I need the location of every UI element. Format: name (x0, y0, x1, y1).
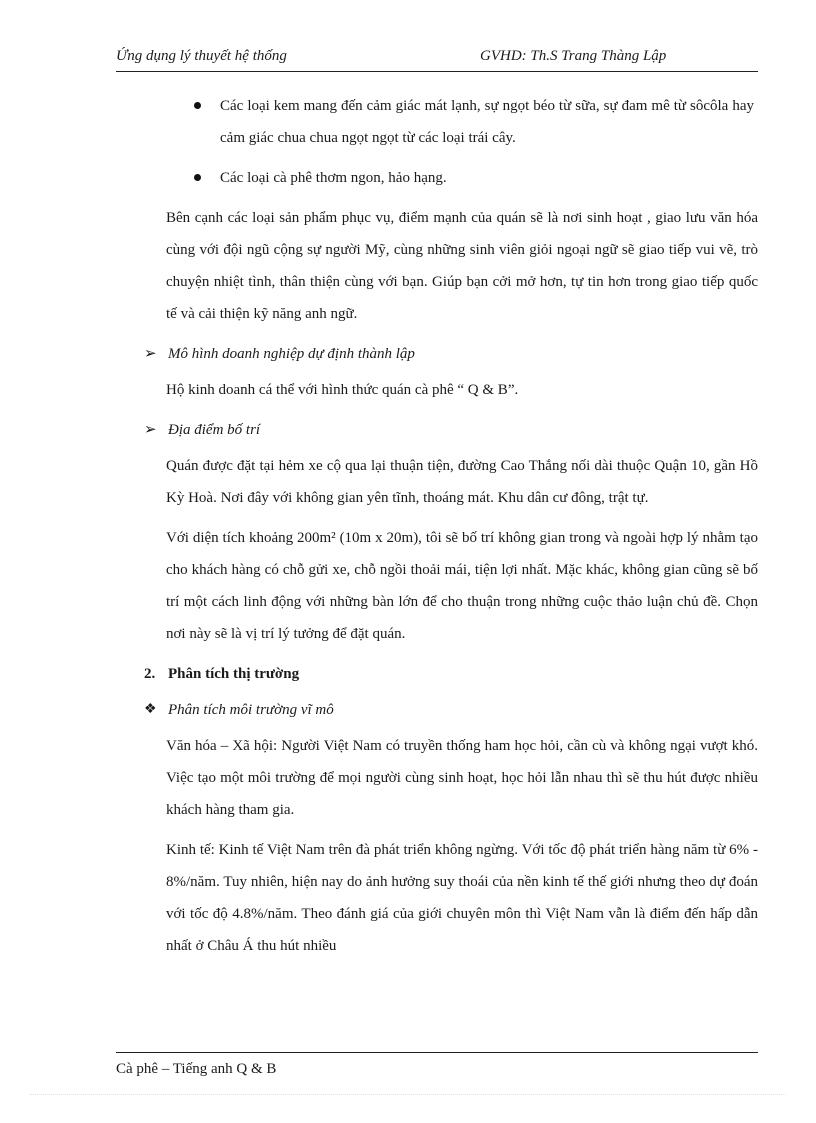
subheading-text: Phân tích môi trường vĩ mô (168, 702, 334, 718)
list-item-text: Các loại kem mang đến cảm giác mát lạnh, sự ngọt béo từ sữa, sự đam mê từ sôcôla hay cảm giác chua chua ngọt ngọt từ các loại trái cây. (220, 98, 754, 146)
arrow-bullet-icon: ➢ (144, 422, 157, 438)
subheading-business-model (116, 338, 758, 370)
subheading-text: Mô hình doanh nghiệp dự định thành lập (168, 346, 415, 362)
page-bottom-divider (30, 1094, 786, 1095)
header-document-title: Ứng dụng lý thuyết hệ thống (116, 48, 287, 64)
section-title: Phân tích thị trường (168, 666, 300, 682)
page-header (116, 48, 758, 72)
header-advisor: GVHD: Th.S Trang Thàng Lập (480, 48, 667, 64)
page-footer (116, 1052, 758, 1078)
subheading-text: Địa điểm bố trí (168, 422, 261, 438)
list-item (116, 162, 758, 194)
section-number: 2. (144, 666, 156, 682)
subheading-location (116, 414, 758, 446)
paragraph-advantage: Bên cạnh các loại sản phẩm phục vụ, điểm mạnh của quán sẽ là nơi sinh hoạt , giao lưu văn hóa cùng với đội ngũ cộng sự người Mỹ, cùng những sinh viên giỏi ngoại ngữ sẽ giao tiếp vui vẽ, trò chuyện nhiệt tình, thân thiện cùng với bạn. Giúp bạn cởi mở hơn, tự tin hơn trong giao tiếp quốc tế và cải thiện kỹ năng anh ngữ. (166, 210, 758, 322)
paragraph-area: Với diện tích khoảng 200m² (10m x 20m), tôi sẽ bố trí không gian trong và ngoài hợp lý nhằm tạo cho khách hàng có chỗ gửi xe, chỗ ngồi thoải mái, tiện lợi nhất. Mặc khác, không gian cũng sẽ bố trí một cách linh động với những bàn lớn để cho thuận trong những cuộc thảo luận chủ đề. Chọn nơi này sẽ là vị trí lý tưởng để đặt quán. (166, 530, 758, 642)
list-item (116, 90, 758, 154)
arrow-bullet-icon: ➢ (144, 346, 157, 362)
paragraph-location: Quán được đặt tại hẻm xe cộ qua lại thuận tiện, đường Cao Thắng nối dài thuộc Quận 10, gần Hồ Kỳ Hoà. Nơi đây với không gian yên tĩnh, thoáng mát. Khu dân cư đông, trật tự. (166, 458, 758, 506)
section-heading-market-analysis (116, 658, 758, 690)
page-body (116, 90, 758, 970)
paragraph-business-model: Hộ kinh doanh cá thể với hình thức quán cà phê “ Q & B”. (166, 382, 519, 398)
list-item-text: Các loại cà phê thơm ngon, hảo hạng. (220, 170, 447, 186)
subheading-macro-environment (116, 694, 758, 726)
footer-text: Cà phê – Tiếng anh Q & B (116, 1061, 277, 1077)
bullet-icon (194, 174, 201, 181)
diamond-bullet-icon: ❖ (144, 702, 157, 717)
paragraph-economy: Kinh tế: Kinh tế Việt Nam trên đà phát triển không ngừng. Với tốc độ phát triển hàng năm từ 6% - 8%/năm. Tuy nhiên, hiện nay do ảnh hưởng suy thoái của nền kinh tế thế giới nhưng theo dự đoán với tốc độ 4.8%/năm. Theo đánh giá của giới chuyên môn thì Việt Nam vẫn là điểm đến hấp dẫn nhất ở Châu Á thu hút nhiều (166, 842, 758, 954)
paragraph-culture-society: Văn hóa – Xã hội: Người Việt Nam có truyền thống ham học hỏi, cần cù và không ngại vượt khó. Việc tạo một môi trường để mọi người cùng sinh hoạt, học hỏi lẫn nhau thì sẽ thu hút được nhiều khách hàng tham gia. (166, 738, 758, 818)
bullet-icon (194, 102, 201, 109)
